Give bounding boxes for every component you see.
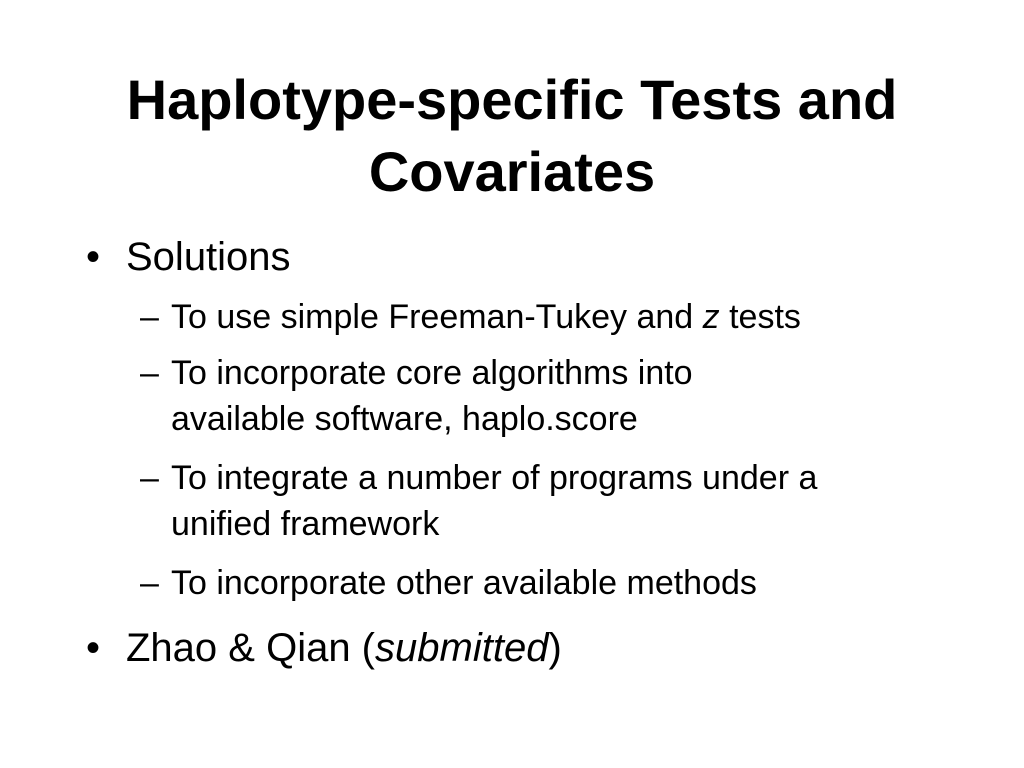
citation-prefix: Zhao & Qian ( <box>126 626 376 670</box>
sub-bullet-item-integrate-programs <box>140 455 970 547</box>
sub-bullet-item-core-algorithms <box>140 350 970 442</box>
citation-suffix: ) <box>548 626 562 670</box>
sub-bullet-item-freeman-tukey <box>140 294 970 340</box>
sub-bullet-text-part: To use simple Freeman-Tukey and <box>171 298 703 336</box>
sub-bullet-text <box>140 350 970 442</box>
slide-title-line-1: Haplotype-specific Tests and <box>126 68 898 131</box>
bullet-marker: • <box>86 235 101 279</box>
bullet-item-citation <box>86 625 562 671</box>
bullet-marker: • <box>86 626 101 670</box>
sub-bullet-text-line-1: To integrate a number of programs under a <box>171 459 818 497</box>
sub-bullet-marker: – <box>140 459 159 497</box>
sub-bullet-marker: – <box>140 564 159 602</box>
sub-bullet-text-line-1: To incorporate other available methods <box>171 564 757 602</box>
sub-bullet-marker: – <box>140 298 159 336</box>
sub-bullet-text <box>140 560 970 606</box>
sub-bullet-text <box>140 455 970 547</box>
sub-bullet-text-emphasis: z <box>702 298 720 336</box>
sub-bullet-text-part: tests <box>719 298 801 336</box>
sub-bullet-marker: – <box>140 354 159 392</box>
sub-bullet-text-line-2: unified framework <box>171 505 440 543</box>
sub-bullet-text <box>140 294 970 340</box>
sub-bullet-item-other-methods <box>140 560 970 606</box>
bullet-text: Solutions <box>126 235 291 279</box>
slide-title-line-2: Covariates <box>368 140 656 203</box>
sub-bullet-text-line-2: available software, haplo.score <box>171 400 638 438</box>
citation-status: submitted <box>375 626 549 670</box>
sub-bullet-text-line-1: To incorporate core algorithms into <box>171 354 693 392</box>
bullet-item-solutions <box>86 234 291 280</box>
